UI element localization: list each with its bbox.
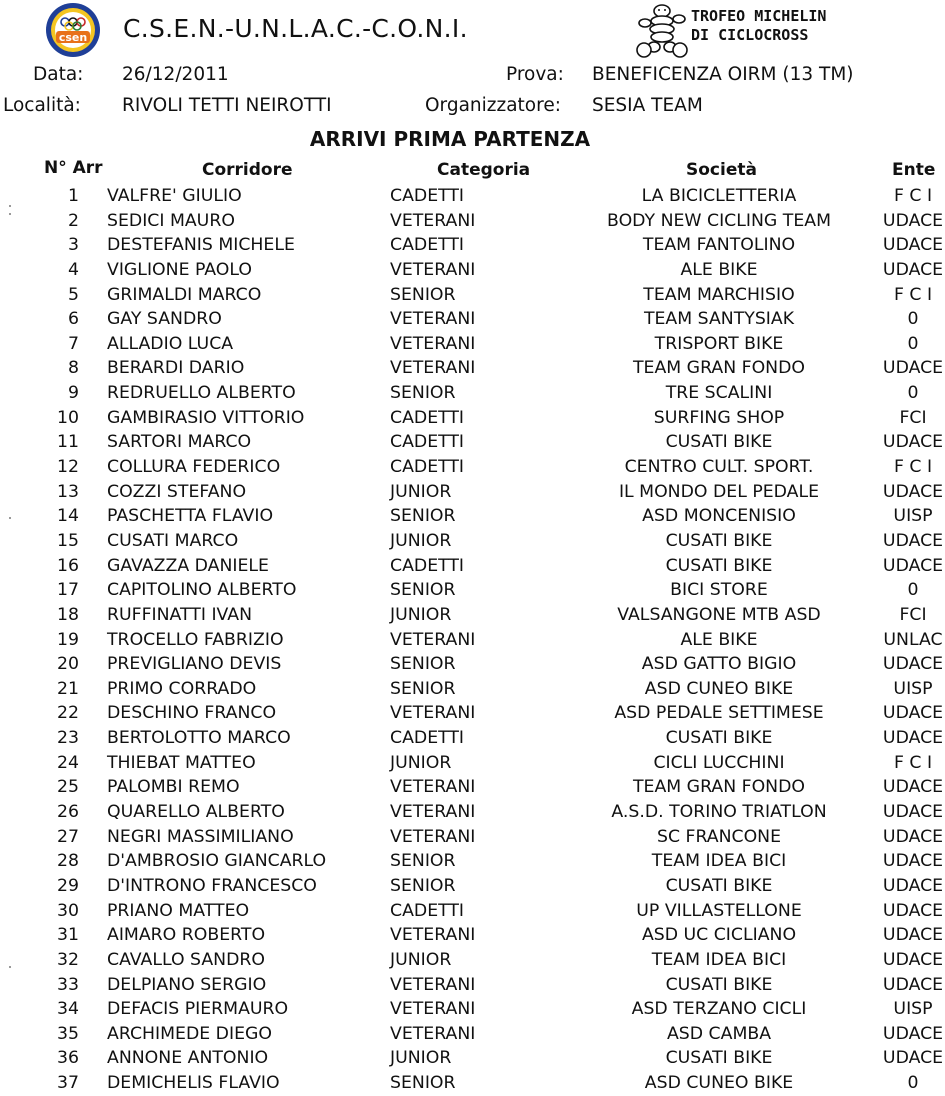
row-ente: UISP — [893, 506, 933, 527]
row-rider: QUARELLO ALBERTO — [107, 802, 285, 823]
row-ente: UDACE — [882, 358, 944, 379]
column-header-category: Categoria — [437, 160, 531, 180]
table-row — [0, 825, 945, 850]
row-society: ASD TERZANO CICLI — [631, 999, 807, 1020]
row-number: 3 — [68, 235, 79, 256]
row-ente: F C I — [893, 186, 933, 206]
table-row — [0, 874, 945, 899]
row-society: TRISPORT BIKE — [654, 333, 784, 354]
row-ente: F C I — [893, 457, 933, 478]
row-rider: COZZI STEFANO — [107, 481, 247, 502]
row-society: SC FRANCONE — [656, 826, 782, 847]
row-society: TEAM IDEA BICI — [651, 851, 787, 872]
row-rider: GAMBIRASIO VITTORIO — [107, 407, 305, 428]
row-category: VETERANI — [390, 999, 476, 1020]
row-rider: RUFFINATTI IVAN — [107, 604, 252, 625]
row-number: 8 — [68, 358, 79, 379]
row-society: ASD CAMBA — [666, 1023, 772, 1044]
column-header-society: Società — [686, 160, 757, 180]
row-number: 11 — [57, 432, 79, 453]
row-rider: TROCELLO FABRIZIO — [107, 629, 284, 650]
table-row — [0, 258, 945, 283]
row-ente: 0 — [907, 309, 919, 330]
row-category: JUNIOR — [390, 949, 452, 970]
row-ente: F C I — [893, 284, 933, 305]
row-society: TEAM GRAN FONDO — [632, 777, 806, 798]
row-category: VETERANI — [390, 333, 476, 354]
row-society: IL MONDO DEL PEDALE — [618, 481, 820, 502]
trofeo-line-2: DI CICLOCROSS — [691, 26, 809, 44]
row-ente: UDACE — [882, 777, 944, 798]
row-society: ASD GATTO BIGIO — [641, 654, 797, 675]
row-ente: UDACE — [882, 925, 944, 946]
table-row — [0, 948, 945, 973]
row-rider: DELPIANO SERGIO — [107, 974, 267, 995]
row-number: 25 — [57, 777, 79, 798]
organizzatore-value: SESIA TEAM — [592, 95, 703, 116]
row-rider: GRIMALDI MARCO — [107, 284, 262, 305]
row-rider: CUSATI MARCO — [107, 530, 239, 551]
row-society: TEAM FANTOLINO — [642, 235, 796, 256]
row-society: CICLI LUCCHINI — [653, 752, 785, 773]
row-rider: PASCHETTA FLAVIO — [107, 506, 274, 527]
row-category: SENIOR — [390, 383, 456, 404]
row-number: 4 — [68, 259, 79, 280]
row-society: SURFING SHOP — [653, 407, 785, 428]
row-category: VETERANI — [390, 826, 476, 847]
table-row — [0, 1046, 945, 1071]
row-rider: AIMARO ROBERTO — [107, 925, 266, 946]
row-ente: UDACE — [882, 875, 944, 896]
row-category: VETERANI — [390, 210, 476, 231]
row-ente: UDACE — [882, 259, 944, 280]
row-society: ASD MONCENISIO — [642, 506, 796, 527]
row-society: A.S.D. TORINO TRIATLON — [611, 802, 827, 823]
localita-value: RIVOLI TETTI NEIROTTI — [122, 95, 332, 116]
row-rider: ANNONE ANTONIO — [107, 1048, 269, 1069]
row-category: SENIOR — [390, 580, 456, 601]
row-number: 28 — [57, 851, 79, 872]
organizzatore-label: Organizzatore: — [425, 95, 561, 116]
row-number: 5 — [68, 284, 79, 305]
row-society: VALSANGONE MTB ASD — [617, 604, 821, 625]
row-number: 16 — [57, 555, 79, 576]
row-ente: UISP — [893, 678, 933, 699]
row-category: SENIOR — [390, 1073, 456, 1094]
table-row — [0, 973, 945, 998]
table-row — [0, 332, 945, 357]
row-society: BODY NEW CICLING TEAM — [607, 210, 831, 231]
row-category: VETERANI — [390, 802, 476, 823]
table-row — [0, 283, 945, 308]
table-row — [0, 406, 945, 431]
row-category: JUNIOR — [390, 1048, 452, 1069]
row-society: LA BICICLETTERIA — [641, 186, 797, 206]
row-society: UP VILLASTELLONE — [636, 900, 802, 921]
row-ente: UDACE — [882, 555, 944, 576]
row-ente: UISP — [893, 999, 933, 1020]
row-rider: COLLURA FEDERICO — [107, 457, 281, 478]
row-number: 32 — [57, 949, 79, 970]
row-society: CUSATI BIKE — [665, 1048, 773, 1069]
row-society: ASD UC CICLIANO — [641, 925, 797, 946]
row-ente: UDACE — [882, 235, 944, 256]
row-number: 31 — [57, 925, 79, 946]
row-rider: GAVAZZA DANIELE — [107, 555, 269, 576]
row-number: 22 — [57, 703, 79, 724]
row-ente: UDACE — [882, 481, 944, 502]
row-ente: UDACE — [882, 703, 944, 724]
row-number: 15 — [57, 530, 79, 551]
table-row — [0, 381, 945, 406]
row-rider: GAY SANDRO — [107, 309, 222, 330]
row-rider: CAPITOLINO ALBERTO — [107, 580, 297, 601]
scan-speck — [9, 205, 11, 207]
row-category: VETERANI — [390, 703, 476, 724]
table-row — [0, 578, 945, 603]
row-ente: UDACE — [882, 826, 944, 847]
csen-emblem-icon — [44, 2, 102, 58]
row-number: 14 — [57, 506, 79, 527]
row-category: CADETTI — [390, 728, 465, 749]
row-society: ALE BIKE — [680, 629, 758, 650]
row-rider: REDRUELLO ALBERTO — [107, 383, 296, 404]
table-row — [0, 800, 945, 825]
row-number: 24 — [57, 752, 79, 773]
row-ente: UDACE — [882, 851, 944, 872]
row-rider: CAVALLO SANDRO — [107, 949, 266, 970]
row-society: TEAM SANTYSIAK — [643, 309, 795, 330]
row-society: ASD PEDALE SETTIMESE — [614, 703, 824, 724]
row-rider: THIEBAT MATTEO — [107, 752, 256, 773]
row-ente: UDACE — [882, 1048, 944, 1069]
row-ente: UDACE — [882, 654, 944, 675]
row-rider: DESTEFANIS MICHELE — [107, 235, 295, 256]
row-number: 27 — [57, 826, 79, 847]
table-row — [0, 480, 945, 505]
table-row — [0, 356, 945, 381]
row-category: JUNIOR — [390, 530, 452, 551]
row-ente: UDACE — [882, 432, 944, 453]
scan-speck — [9, 213, 11, 215]
row-category: JUNIOR — [390, 752, 452, 773]
table-row — [0, 554, 945, 579]
row-number: 36 — [57, 1048, 79, 1069]
results-table — [0, 184, 945, 1096]
row-number: 2 — [68, 210, 79, 231]
row-society: CENTRO CULT. SPORT. — [624, 457, 814, 478]
michelin-man-icon — [636, 2, 688, 58]
row-rider: PALOMBI REMO — [107, 777, 240, 798]
column-header-num: N° Arr — [44, 158, 103, 178]
row-category: CADETTI — [390, 432, 465, 453]
row-category: VETERANI — [390, 629, 476, 650]
row-ente: 0 — [907, 1073, 919, 1094]
row-category: SENIOR — [390, 284, 456, 305]
column-header-ente: Ente — [892, 160, 936, 180]
column-header-name: Corridore — [202, 160, 293, 180]
row-rider: D'INTRONO FRANCESCO — [107, 875, 317, 896]
row-ente: UDACE — [882, 949, 944, 970]
localita-label: Località: — [3, 95, 81, 116]
row-number: 13 — [57, 481, 79, 502]
row-society: CUSATI BIKE — [665, 530, 773, 551]
row-society: CUSATI BIKE — [665, 974, 773, 995]
table-row — [0, 997, 945, 1022]
table-row — [0, 899, 945, 924]
data-label: Data: — [33, 64, 84, 85]
row-number: 18 — [57, 604, 79, 625]
row-category: VETERANI — [390, 259, 476, 280]
table-row — [0, 603, 945, 628]
row-category: SENIOR — [390, 506, 456, 527]
page-heading: ARRIVI PRIMA PARTENZA — [309, 127, 591, 151]
row-rider: ARCHIMEDE DIEGO — [107, 1023, 272, 1044]
table-row — [0, 677, 945, 702]
row-society: BICI STORE — [670, 580, 768, 601]
row-rider: VIGLIONE PAOLO — [107, 259, 253, 280]
row-rider: VALFRE' GIULIO — [107, 186, 242, 206]
org-title: C.S.E.N.-U.N.L.A.C.-C.O.N.I. — [123, 14, 468, 43]
logo-left-text: csen — [58, 31, 88, 44]
row-number: 12 — [57, 457, 79, 478]
prova-label: Prova: — [506, 64, 564, 85]
row-rider: SEDICI MAURO — [107, 210, 235, 231]
row-rider: ALLADIO LUCA — [107, 333, 234, 354]
table-row — [0, 1022, 945, 1047]
row-category: CADETTI — [390, 407, 465, 428]
row-ente: F C I — [893, 752, 933, 773]
row-ente: UDACE — [882, 530, 944, 551]
row-rider: DEMICHELIS FLAVIO — [107, 1073, 280, 1094]
row-society: ASD CUNEO BIKE — [644, 1073, 794, 1094]
row-category: CADETTI — [390, 186, 465, 206]
row-ente: UDACE — [882, 210, 944, 231]
row-category: CADETTI — [390, 555, 465, 576]
table-row — [0, 775, 945, 800]
table-row — [0, 233, 945, 258]
row-rider: NEGRI MASSIMILIANO — [107, 826, 294, 847]
trofeo-title — [691, 7, 826, 45]
row-number: 37 — [57, 1073, 79, 1094]
row-category: VETERANI — [390, 1023, 476, 1044]
table-row — [0, 430, 945, 455]
row-society: CUSATI BIKE — [665, 432, 773, 453]
row-ente: 0 — [907, 333, 919, 354]
row-number: 29 — [57, 875, 79, 896]
row-ente: FCI — [899, 407, 927, 428]
row-ente: UNLAC — [883, 629, 943, 650]
table-row — [0, 628, 945, 653]
row-ente: UDACE — [882, 802, 944, 823]
row-rider: D'AMBROSIO GIANCARLO — [107, 851, 327, 872]
row-society: CUSATI BIKE — [665, 555, 773, 576]
row-number: 26 — [57, 802, 79, 823]
row-society: TEAM GRAN FONDO — [632, 358, 806, 379]
data-value: 26/12/2011 — [122, 64, 229, 85]
row-ente: UDACE — [882, 900, 944, 921]
row-society: TEAM IDEA BICI — [651, 949, 787, 970]
row-number: 1 — [68, 186, 79, 206]
row-category: JUNIOR — [390, 481, 452, 502]
row-category: CADETTI — [390, 900, 465, 921]
row-society: CUSATI BIKE — [665, 728, 773, 749]
row-rider: SARTORI MARCO — [107, 432, 252, 453]
table-row — [0, 455, 945, 480]
row-number: 10 — [57, 407, 79, 428]
row-number: 7 — [68, 333, 79, 354]
row-category: JUNIOR — [390, 604, 452, 625]
row-category: SENIOR — [390, 875, 456, 896]
row-category: VETERANI — [390, 925, 476, 946]
table-row — [0, 184, 945, 209]
table-row — [0, 1071, 945, 1096]
trofeo-line-1: TROFEO MICHELIN — [691, 7, 827, 25]
row-rider: PRIANO MATTEO — [107, 900, 250, 921]
row-category: SENIOR — [390, 654, 456, 675]
table-row — [0, 701, 945, 726]
row-category: VETERANI — [390, 777, 476, 798]
row-category: SENIOR — [390, 678, 456, 699]
table-row — [0, 529, 945, 554]
row-number: 30 — [57, 900, 79, 921]
row-number: 6 — [68, 309, 79, 330]
row-ente: UDACE — [882, 974, 944, 995]
table-row — [0, 307, 945, 332]
table-row — [0, 751, 945, 776]
table-row — [0, 923, 945, 948]
row-ente: FCI — [899, 604, 927, 625]
row-number: 19 — [57, 629, 79, 650]
table-row — [0, 209, 945, 234]
prova-value: BENEFICENZA OIRM (13 TM) — [592, 64, 854, 85]
table-row — [0, 849, 945, 874]
row-ente: UDACE — [882, 728, 944, 749]
row-rider: PREVIGLIANO DEVIS — [107, 654, 282, 675]
row-number: 35 — [57, 1023, 79, 1044]
row-rider: PRIMO CORRADO — [107, 678, 257, 699]
row-category: SENIOR — [390, 851, 456, 872]
row-category: VETERANI — [390, 358, 476, 379]
row-society: CUSATI BIKE — [665, 875, 773, 896]
row-society: ALE BIKE — [680, 259, 758, 280]
scan-speck — [9, 517, 11, 519]
row-category: CADETTI — [390, 235, 465, 256]
table-row — [0, 726, 945, 751]
row-ente: 0 — [907, 580, 919, 601]
row-number: 17 — [57, 580, 79, 601]
row-number: 23 — [57, 728, 79, 749]
row-rider: DEFACIS PIERMAURO — [107, 999, 289, 1020]
row-ente: 0 — [907, 383, 919, 404]
row-category: CADETTI — [390, 457, 465, 478]
row-ente: UDACE — [882, 1023, 944, 1044]
table-row — [0, 652, 945, 677]
table-row — [0, 504, 945, 529]
row-number: 33 — [57, 974, 79, 995]
row-category: VETERANI — [390, 309, 476, 330]
scan-speck — [9, 966, 11, 968]
row-number: 20 — [57, 654, 79, 675]
row-rider: BERARDI DARIO — [107, 358, 245, 379]
row-society: TRE SCALINI — [665, 383, 773, 404]
row-rider: DESCHINO FRANCO — [107, 703, 277, 724]
row-category: VETERANI — [390, 974, 476, 995]
row-number: 34 — [57, 999, 79, 1020]
row-rider: BERTOLOTTO MARCO — [107, 728, 291, 749]
row-number: 21 — [57, 678, 79, 699]
row-number: 9 — [68, 383, 79, 404]
row-society: TEAM MARCHISIO — [643, 284, 795, 305]
row-society: ASD CUNEO BIKE — [644, 678, 794, 699]
